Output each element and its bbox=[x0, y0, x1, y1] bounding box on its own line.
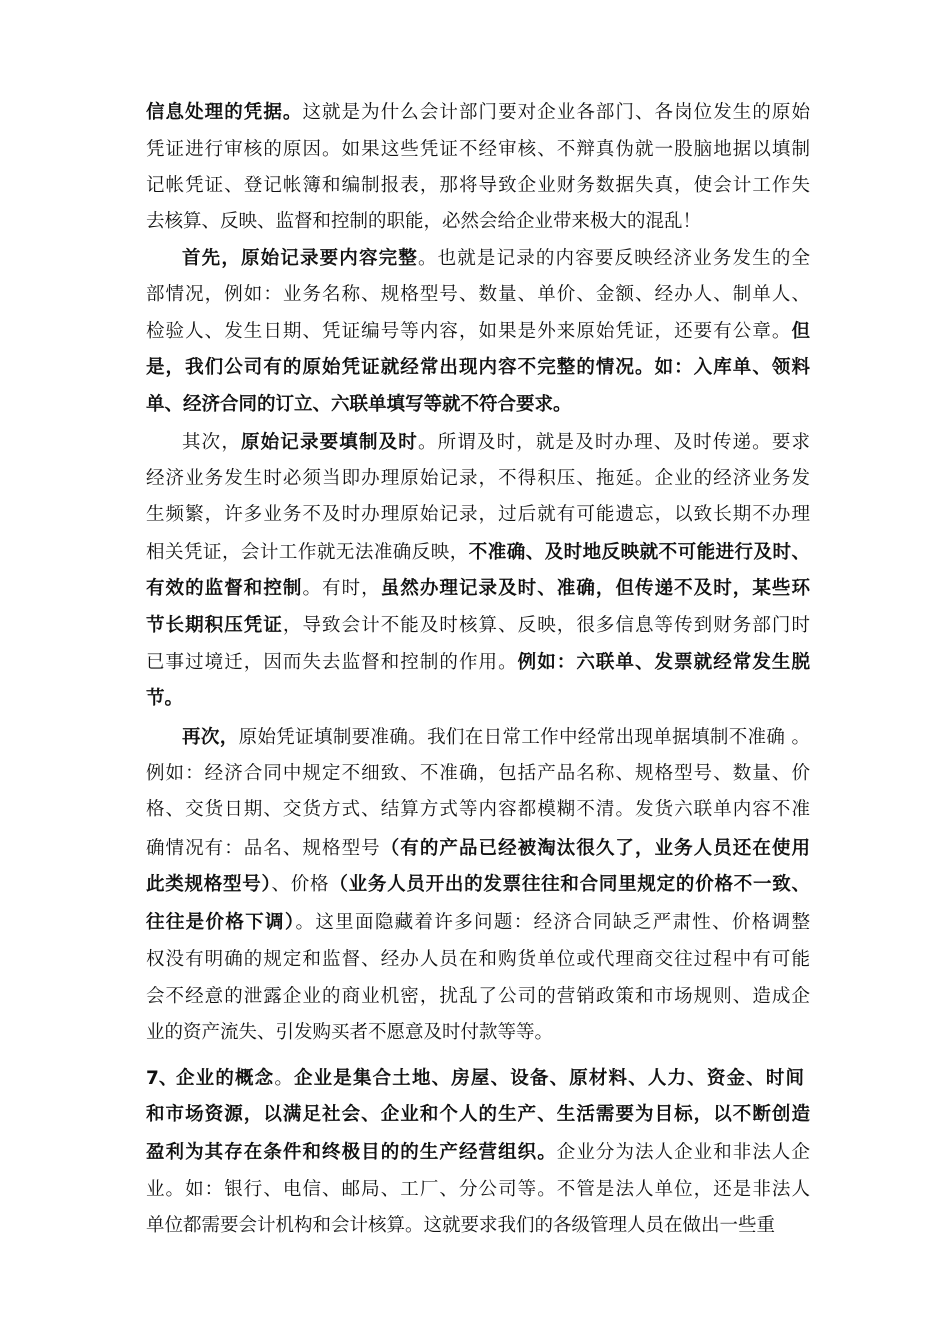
text-line bbox=[146, 761, 810, 787]
bold-text-run: 信息处理的凭据。 bbox=[146, 102, 303, 123]
text-line bbox=[182, 430, 810, 456]
text-line bbox=[146, 282, 810, 308]
text-run: 凭证进行审核的原因。如果这些凭证不经审核、不辩真伪就一股脑地据以填制 bbox=[146, 139, 810, 160]
text-run: 例如：经济合同中规定不细致、不准确，包括产品名称、规格型号、数量、价 bbox=[146, 763, 810, 784]
text-line bbox=[146, 1213, 810, 1239]
bold-text-run: 但 bbox=[791, 321, 810, 342]
text-run: ，导致会计不能及时核算、反映，很多信息等传到财务部门时 bbox=[282, 615, 810, 636]
text-run: 其次， bbox=[182, 432, 241, 453]
text-run: 记帐凭证、登记帐簿和编制报表，那将导致企业财务数据失真，使会计工作失 bbox=[146, 175, 810, 196]
bold-text-run: （业务人员开出的发票往往和合同里规定的价格不一致、 bbox=[329, 874, 810, 895]
bold-text-run: 节。 bbox=[146, 688, 184, 709]
text-run: 。有时， bbox=[302, 578, 381, 599]
text-line bbox=[146, 100, 810, 126]
bold-text-run: 企业的概念 bbox=[176, 1068, 275, 1089]
text-line bbox=[146, 355, 810, 381]
bold-text-run: 此类规格型号） bbox=[146, 874, 272, 895]
text-line bbox=[146, 173, 810, 199]
text-run: 。也就是记录的内容要反映经济业务发生的全 bbox=[417, 248, 810, 269]
text-line bbox=[146, 1102, 810, 1128]
text-line bbox=[146, 613, 810, 639]
text-run: 检验人、发生日期、凭证编号等内容，如果是外来原始凭证，还要有公章。 bbox=[146, 321, 792, 342]
text-line bbox=[176, 1066, 804, 1092]
text-run: 会不经意的泄露企业的商业机密，扰乱了公司的营销政策和市场规则、造成企 bbox=[146, 986, 810, 1007]
text-line bbox=[146, 502, 810, 528]
section-number: 7、 bbox=[146, 1068, 178, 1089]
bold-text-run: 原始记录要填制及时 bbox=[240, 432, 418, 453]
text-run: 、价格 bbox=[271, 874, 330, 895]
bold-text-run: 企业是集合土地、房屋、设备、原材料、人力、资金、时间 bbox=[293, 1068, 804, 1089]
bold-text-run: 往往是价格下调） bbox=[146, 912, 296, 933]
bold-text-run: 盈利为其存在条件和终极目的的生产经营组织。 bbox=[146, 1142, 557, 1163]
text-line bbox=[182, 725, 810, 751]
bold-text-run: （有的产品已经被淘汰很久了，业务人员还在使用 bbox=[380, 838, 810, 859]
text-line bbox=[146, 910, 810, 936]
text-line bbox=[146, 319, 810, 345]
text-run: 。 bbox=[274, 1068, 294, 1089]
text-line bbox=[146, 797, 810, 823]
bold-text-run: 首先， bbox=[182, 248, 241, 269]
text-line bbox=[146, 984, 810, 1010]
bold-text-run: 和市场资源，以满足社会、企业和个人的生产、生活需要为目标，以不断创造 bbox=[146, 1104, 810, 1125]
text-line bbox=[146, 650, 810, 676]
bold-text-run: 是，我们公司有的原始凭证就经常出现内容不完整的情况。如：入库单、领料 bbox=[146, 357, 810, 378]
text-line bbox=[146, 872, 810, 898]
text-run: 已事过境迁，因而失去监督和控制的作用。 bbox=[146, 652, 518, 673]
bold-text-run: 例如：六联单、发票就经常发生脱 bbox=[517, 652, 810, 673]
text-run: 单位都需要会计机构和会计核算。这就要求我们的各级管理人员在做出一些重 bbox=[146, 1215, 776, 1236]
text-run: 业的资产流失、引发购买者不愿意及时付款等等。 bbox=[146, 1022, 554, 1043]
bold-text-run: 不准确、及时地反映就不可能进行及时、 bbox=[468, 542, 810, 563]
bold-text-run: 有效的监督和控制 bbox=[146, 578, 303, 599]
text-run: 格、交货日期、交货方式、结算方式等内容都模糊不清。发货六联单内容不准 bbox=[146, 799, 810, 820]
text-line bbox=[146, 137, 810, 163]
text-line bbox=[146, 392, 810, 418]
text-run: 生频繁，许多业务不及时办理原始记录，过后就有可能遗忘，以致长期不办理 bbox=[146, 504, 810, 525]
text-line bbox=[146, 576, 810, 602]
text-line bbox=[146, 209, 810, 235]
text-run: 业。如：银行、电信、邮局、工厂、分公司等。不管是法人单位，还是非法人 bbox=[146, 1179, 810, 1200]
bold-text-run: 原始记录要内容完整 bbox=[240, 248, 418, 269]
text-run: 部情况，例如：业务名称、规格型号、数量、单价、金额、经办人、制单人、 bbox=[146, 284, 810, 305]
text-line bbox=[146, 466, 810, 492]
bold-text-run: 再次， bbox=[182, 727, 239, 748]
text-run: 去核算、反映、监督和控制的职能，必然会给企业带来极大的混乱！ bbox=[146, 211, 702, 232]
text-line bbox=[146, 947, 810, 973]
text-run: 。这里面隐藏着许多问题：经济合同缺乏严肃性、价格调整 bbox=[295, 912, 810, 933]
text-run: 这就是为什么会计部门要对企业各部门、各岗位发生的原始 bbox=[302, 102, 810, 123]
bold-text-run: 单、经济合同的订立、六联单填写等就不符合要求。 bbox=[146, 394, 572, 415]
text-run: 经济业务发生时必须当即办理原始记录，不得积压、拖延。企业的经济业务发 bbox=[146, 468, 810, 489]
text-run: 确情况有：品名、规格型号 bbox=[146, 838, 381, 859]
text-run: 原始凭证填制要准确。我们在日常工作中经常出现单据填制不准确 。 bbox=[238, 727, 810, 748]
text-line bbox=[146, 686, 810, 712]
text-line bbox=[146, 1020, 810, 1046]
text-run: 。所谓及时，就是及时办理、及时传递。要求 bbox=[417, 432, 810, 453]
text-line bbox=[146, 836, 810, 862]
text-line bbox=[146, 1140, 810, 1166]
text-line bbox=[146, 1177, 810, 1203]
text-line bbox=[182, 246, 810, 272]
text-run: 权没有明确的规定和监督、经办人员在和购货单位或代理商交往过程中有可能 bbox=[146, 949, 810, 970]
text-line bbox=[146, 540, 810, 566]
text-run: 企业分为法人企业和非法人企 bbox=[556, 1142, 810, 1163]
bold-text-run: 虽然办理记录及时、准确，但传递不及时，某些环 bbox=[380, 578, 810, 599]
text-run: 相关凭证，会计工作就无法准确反映， bbox=[146, 542, 469, 563]
bold-text-run: 节长期积压凭证 bbox=[146, 615, 283, 636]
